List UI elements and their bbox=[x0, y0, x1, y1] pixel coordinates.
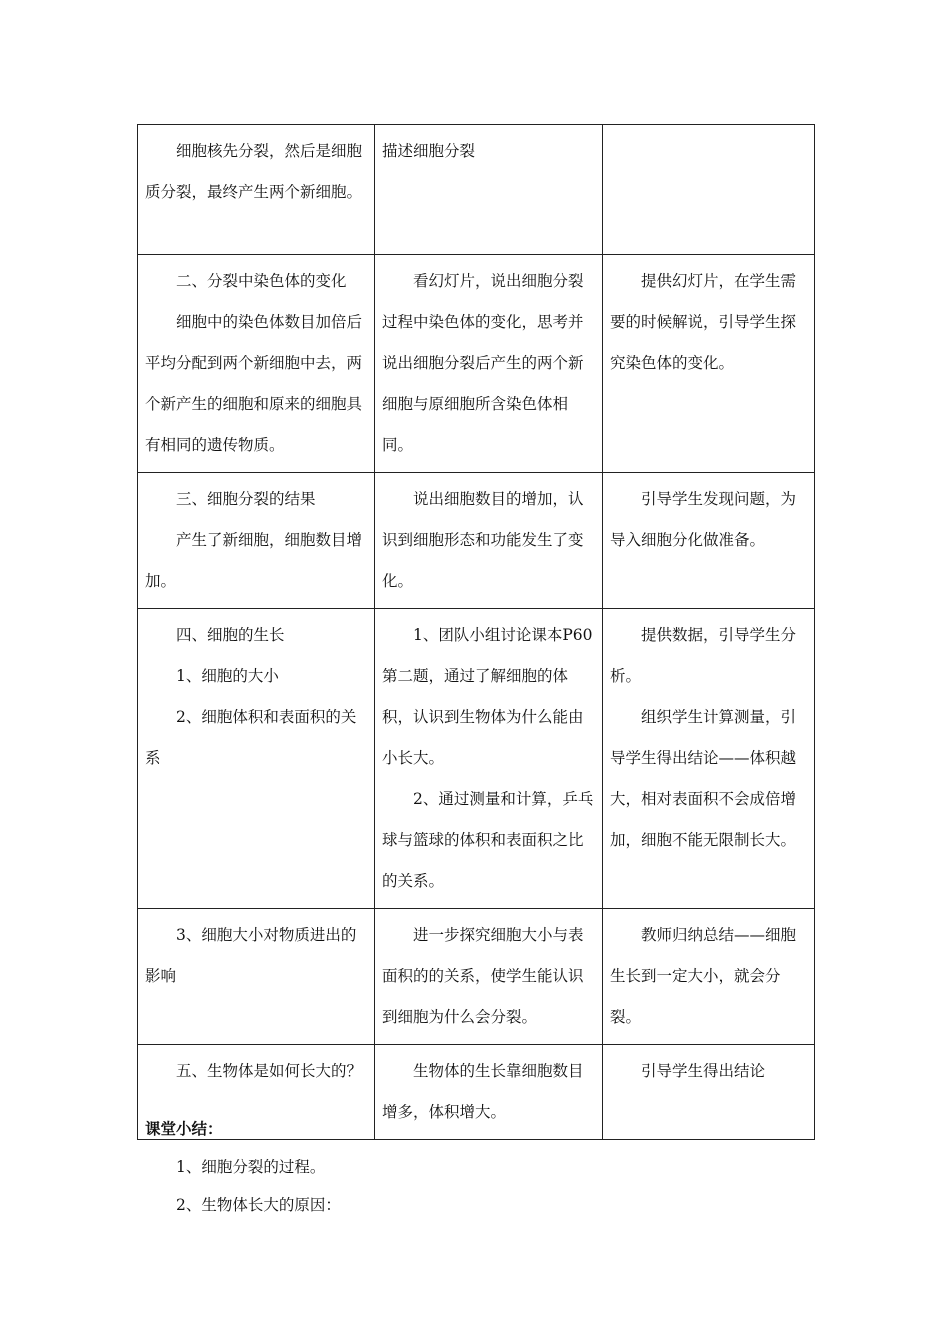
lesson-table-body bbox=[138, 125, 815, 1140]
cell-paragraph: 说出细胞数目的增加，认识到细胞形态和功能发生了变化。 bbox=[382, 490, 584, 590]
table-cell-col3 bbox=[603, 609, 815, 909]
table-row bbox=[138, 255, 815, 473]
table-cell-col3 bbox=[603, 909, 815, 1045]
table-cell-col1 bbox=[138, 125, 375, 255]
table-cell-col2 bbox=[375, 473, 603, 609]
cell-paragraph: 提供幻灯片，在学生需要的时候解说，引导学生探究染色体的变化。 bbox=[610, 272, 797, 372]
cell-paragraph: 1、团队小组讨论课本P60第二题，通过了解细胞的体积，认识到生物体为什么能由小长大。 bbox=[382, 626, 593, 767]
cell-paragraph: 描述细胞分裂 bbox=[382, 142, 476, 160]
cell-paragraph: 1、细胞的大小 bbox=[176, 667, 279, 685]
cell-paragraph: 进一步探究细胞大小与表面积的的关系，使学生能认识到细胞为什么会分裂。 bbox=[382, 926, 584, 1026]
summary-item: 2、生物体长大的原因： bbox=[176, 1196, 341, 1214]
table-row bbox=[138, 473, 815, 609]
table-cell-col2 bbox=[375, 255, 603, 473]
cell-paragraph: 二、分裂中染色体的变化 bbox=[176, 272, 347, 290]
cell-paragraph: 细胞核先分裂，然后是细胞质分裂，最终产生两个新细胞。 bbox=[145, 142, 363, 201]
cell-paragraph: 组织学生计算测量，引导学生得出结论——体积越大，相对表面积不会成倍增加，细胞不能无限制长大。 bbox=[610, 708, 797, 849]
class-summary bbox=[145, 1110, 805, 1224]
table-row bbox=[138, 609, 815, 909]
table-cell-col2 bbox=[375, 909, 603, 1045]
table-cell-col2 bbox=[375, 609, 603, 909]
lesson-table bbox=[137, 124, 815, 1140]
cell-paragraph: 提供数据，引导学生分析。 bbox=[610, 626, 797, 685]
table-cell-col2 bbox=[375, 125, 603, 255]
table-cell-col1 bbox=[138, 609, 375, 909]
cell-paragraph: 生物体的生长靠细胞数目增多，体积增大。 bbox=[382, 1062, 584, 1121]
table-cell-col1 bbox=[138, 473, 375, 609]
table-cell-col3 bbox=[603, 473, 815, 609]
cell-paragraph: 引导学生发现问题，为导入细胞分化做准备。 bbox=[610, 490, 797, 549]
table-cell-col1 bbox=[138, 909, 375, 1045]
cell-paragraph: 三、细胞分裂的结果 bbox=[176, 490, 316, 508]
table-cell-col3 bbox=[603, 125, 815, 255]
table-cell-col3 bbox=[603, 255, 815, 473]
cell-paragraph: 细胞中的染色体数目加倍后平均分配到两个新细胞中去，两个新产生的细胞和原来的细胞具有相同的遗传物质。 bbox=[145, 313, 363, 454]
cell-paragraph: 五、生物体是如何长大的？ bbox=[176, 1062, 363, 1080]
table-row bbox=[138, 125, 815, 255]
table-cell-col1 bbox=[138, 255, 375, 473]
cell-paragraph: 引导学生得出结论 bbox=[641, 1062, 766, 1080]
cell-paragraph: 教师归纳总结——细胞生长到一定大小，就会分裂。 bbox=[610, 926, 797, 1026]
cell-paragraph: 四、细胞的生长 bbox=[176, 626, 285, 644]
cell-paragraph: 3、细胞大小对物质进出的影响 bbox=[145, 926, 357, 985]
cell-paragraph: 2、通过测量和计算，乒乓球与篮球的体积和表面积之比的关系。 bbox=[382, 790, 594, 890]
table-row bbox=[138, 909, 815, 1045]
cell-paragraph: 产生了新细胞，细胞数目增加。 bbox=[145, 531, 363, 590]
summary-title: 课堂小结： bbox=[145, 1119, 223, 1138]
cell-paragraph: 2、细胞体积和表面积的关系 bbox=[145, 708, 357, 767]
cell-paragraph: 看幻灯片，说出细胞分裂过程中染色体的变化，思考并说出细胞分裂后产生的两个新细胞与原细胞所含染色体相同。 bbox=[382, 272, 584, 454]
summary-item: 1、细胞分裂的过程。 bbox=[176, 1158, 326, 1176]
